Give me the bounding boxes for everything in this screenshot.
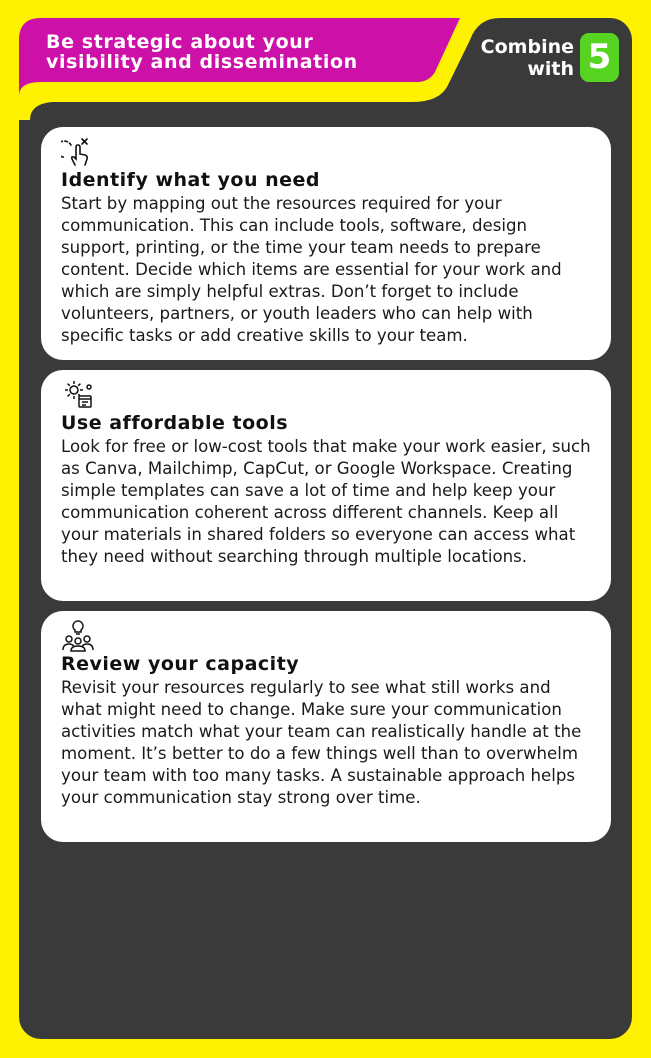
section-identify-needs <box>41 127 611 360</box>
combine-label-line-1: Combine <box>480 36 574 58</box>
section-title: Use affordable tools <box>61 412 289 434</box>
section-title: Review your capacity <box>61 653 300 675</box>
title-line-2: visibility and dissemination <box>46 51 358 73</box>
title-line-1: Be strategic about your <box>46 31 314 53</box>
combine-label-line-2: with <box>527 58 574 80</box>
combine-number-badge: 5 <box>580 33 619 82</box>
section-body: Look for free or low-cost tools that make your work easier, such as Canva, Mailchimp, CapCut, or Google Workspace. Creating simple templates can save a lot of time and help keep your communication coherent across different channels. Keep all your materials in shared folders so everyone can access what they need without searching through multiple locations. <box>61 437 591 566</box>
section-title: Identify what you need <box>61 169 321 191</box>
section-review-capacity <box>41 611 611 842</box>
team-idea-icon <box>61 619 95 653</box>
combine-label <box>470 36 574 80</box>
cursor-click-icon <box>61 135 95 169</box>
page-title <box>46 32 446 72</box>
section-affordable-tools <box>41 370 611 601</box>
section-body: Revisit your resources regularly to see what still works and what might need to change. Make sure your communication activities match what your team can realistically handle at the moment. It’s better to do a few things well than to overwhelm your team with too many tasks. A sustainable approach helps your communication stay strong over time. <box>61 678 582 807</box>
section-body: Start by mapping out the resources required for your communication. This can include tools, software, design support, printing, or the time your team needs to prepare content. Decide which items are essential for your work and which are simply helpful extras. Don’t forget to include volunteers, partners, or youth leaders who can help with specific tasks or add creative skills to your team. <box>61 194 562 345</box>
settings-tools-icon <box>61 378 95 412</box>
